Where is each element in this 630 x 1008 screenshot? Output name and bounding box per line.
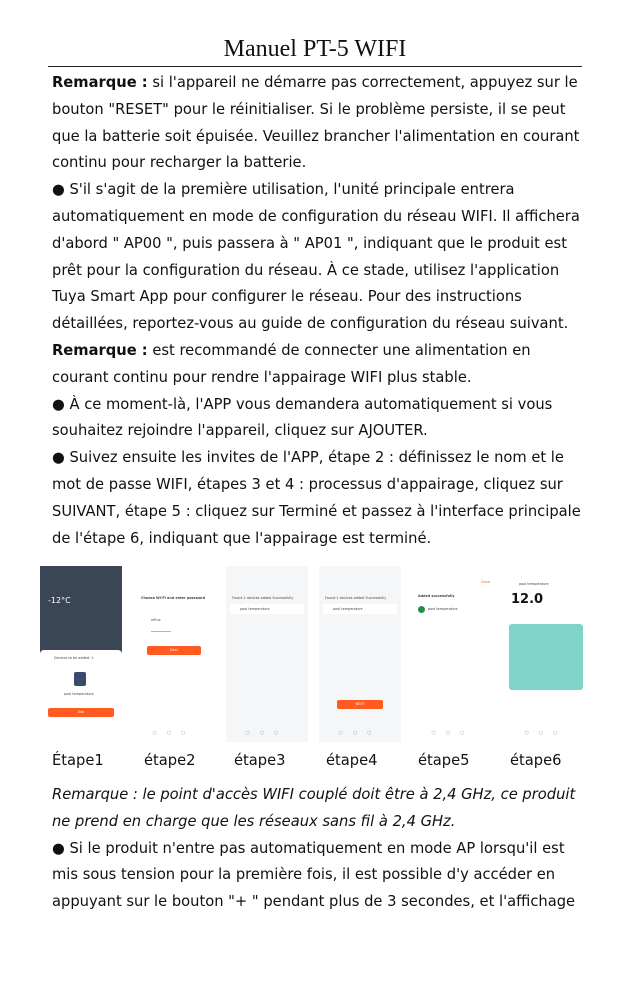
nav-bar: ○○○	[338, 730, 382, 736]
step-label: étape4	[326, 752, 378, 769]
app-screenshots	[40, 566, 590, 742]
step-label: étape3	[234, 752, 286, 769]
screenshot-step6	[505, 566, 587, 742]
next-button[interactable]: Next	[147, 646, 201, 655]
paragraph-text: ● À ce moment-là, l'APP vous demandera automatiquement si vous souhaitez rejoindre l'appareil, cliquez sur AJOUTER.	[52, 395, 553, 440]
ap-mode-note: ● Si le produit n'entre pas automatiquement en mode AP lorsqu'il est mis sous tension pour la première fois, il est possible d'y accéder en appuyant sur le bouton "+ " pendant plus de 3 secondes, et l'affichage	[52, 839, 576, 911]
screenshot-step1	[40, 566, 122, 742]
device-title: pool temperature	[519, 582, 549, 586]
paragraph	[52, 392, 590, 446]
add-device-sheet	[40, 650, 122, 742]
password-field[interactable]: ••••••••••	[151, 630, 171, 634]
screenshot-step2	[133, 566, 215, 742]
paragraph-text: ● S'il s'agit de la première utilisation, l'unité principale entrera automatiquement en mode de configuration du réseau WIFI. Il affichera d'abord " AP00 ", puis passera à " AP01 ", indiquant que le produit est prêt pour la configuration du réseau. À ce stade, utilisez l'application Tuya Smart App pour configurer le réseau. Pour des instructions détaillées, reportez-vous au guide de configuration du réseau suivant.	[52, 181, 580, 333]
step-label: étape2	[144, 752, 196, 769]
sheet-heading: Devices to be added: 1	[54, 656, 94, 660]
title-divider	[48, 66, 582, 67]
history-panel	[509, 624, 583, 690]
device-card	[230, 604, 304, 614]
done-button[interactable]: Done	[481, 580, 490, 584]
paragraph-text: ● Suivez ensuite les invites de l'APP, étape 2 : définissez le nom et le mot de passe WIFI, étapes 3 et 4 : processus d'appairage, cliquez sur SUIVANT, étape 5 : cliquez sur Terminé et passez à l'interface principale de l'étape 6, indiquant que l'appairage est terminé.	[52, 449, 581, 547]
frequency-note: Remarque : le point d'accès WIFI couplé doit être à 2,4 GHz, ce produit ne prend en charge que les réseaux sans fil à 2,4 GHz.	[52, 786, 576, 830]
paragraph-text: est recommandé de connecter une alimentation en courant continu pour rendre l'appairage WIFI plus stable.	[52, 341, 531, 386]
device-name: pool temperature	[240, 607, 270, 611]
next-button[interactable]: NEXT	[337, 700, 383, 709]
remark-label: Remarque :	[52, 341, 148, 359]
add-button[interactable]: Add	[48, 708, 114, 717]
temperature-readout: -12°C	[48, 596, 71, 605]
device-name: pool temperature	[333, 607, 363, 611]
screenshot-step3	[226, 566, 308, 742]
nav-bar: ○○○	[431, 730, 475, 736]
notes-body	[52, 782, 590, 916]
wifi-heading: Choose Wi-Fi and enter password	[141, 596, 206, 600]
paragraph	[52, 70, 590, 177]
step-label: Étape1	[52, 752, 104, 769]
screenshot-step5	[412, 566, 494, 742]
paragraph	[52, 445, 590, 552]
screenshot-step4	[319, 566, 401, 742]
device-icon	[418, 606, 425, 613]
instructions-body	[52, 70, 590, 552]
device-icon	[74, 672, 86, 686]
device-name: pool temperature	[64, 692, 94, 696]
paragraph	[52, 338, 590, 392]
paragraph	[52, 177, 590, 338]
remark-label: Remarque :	[52, 74, 148, 91]
page-title: Manuel PT-5 WIFI	[223, 36, 407, 62]
ssid-field[interactable]: mflux	[151, 618, 161, 622]
nav-bar: ○○○	[245, 730, 289, 736]
paragraph-text: si l'appareil ne démarre pas correctement, appuyez sur le bouton "RESET" pour le réinitialiser. Si le problème persiste, il se peut que la batterie soit épuisée. Veuillez brancher l'alimentation en courant continu pour recharger la batterie.	[52, 74, 580, 172]
nav-bar: ○○○	[524, 730, 568, 736]
temperature-readout: 12.0	[511, 592, 544, 607]
status-line: Found 1 devices added Successfully	[232, 596, 294, 600]
status-line: Found 1 devices added Successfully	[325, 596, 387, 600]
device-name: pool temperature	[428, 607, 458, 611]
device-card	[323, 604, 397, 614]
nav-bar: ○○○	[152, 730, 196, 736]
step-label: étape6	[510, 752, 562, 769]
step-label: étape5	[418, 752, 470, 769]
success-heading: Added successfully	[418, 594, 455, 598]
